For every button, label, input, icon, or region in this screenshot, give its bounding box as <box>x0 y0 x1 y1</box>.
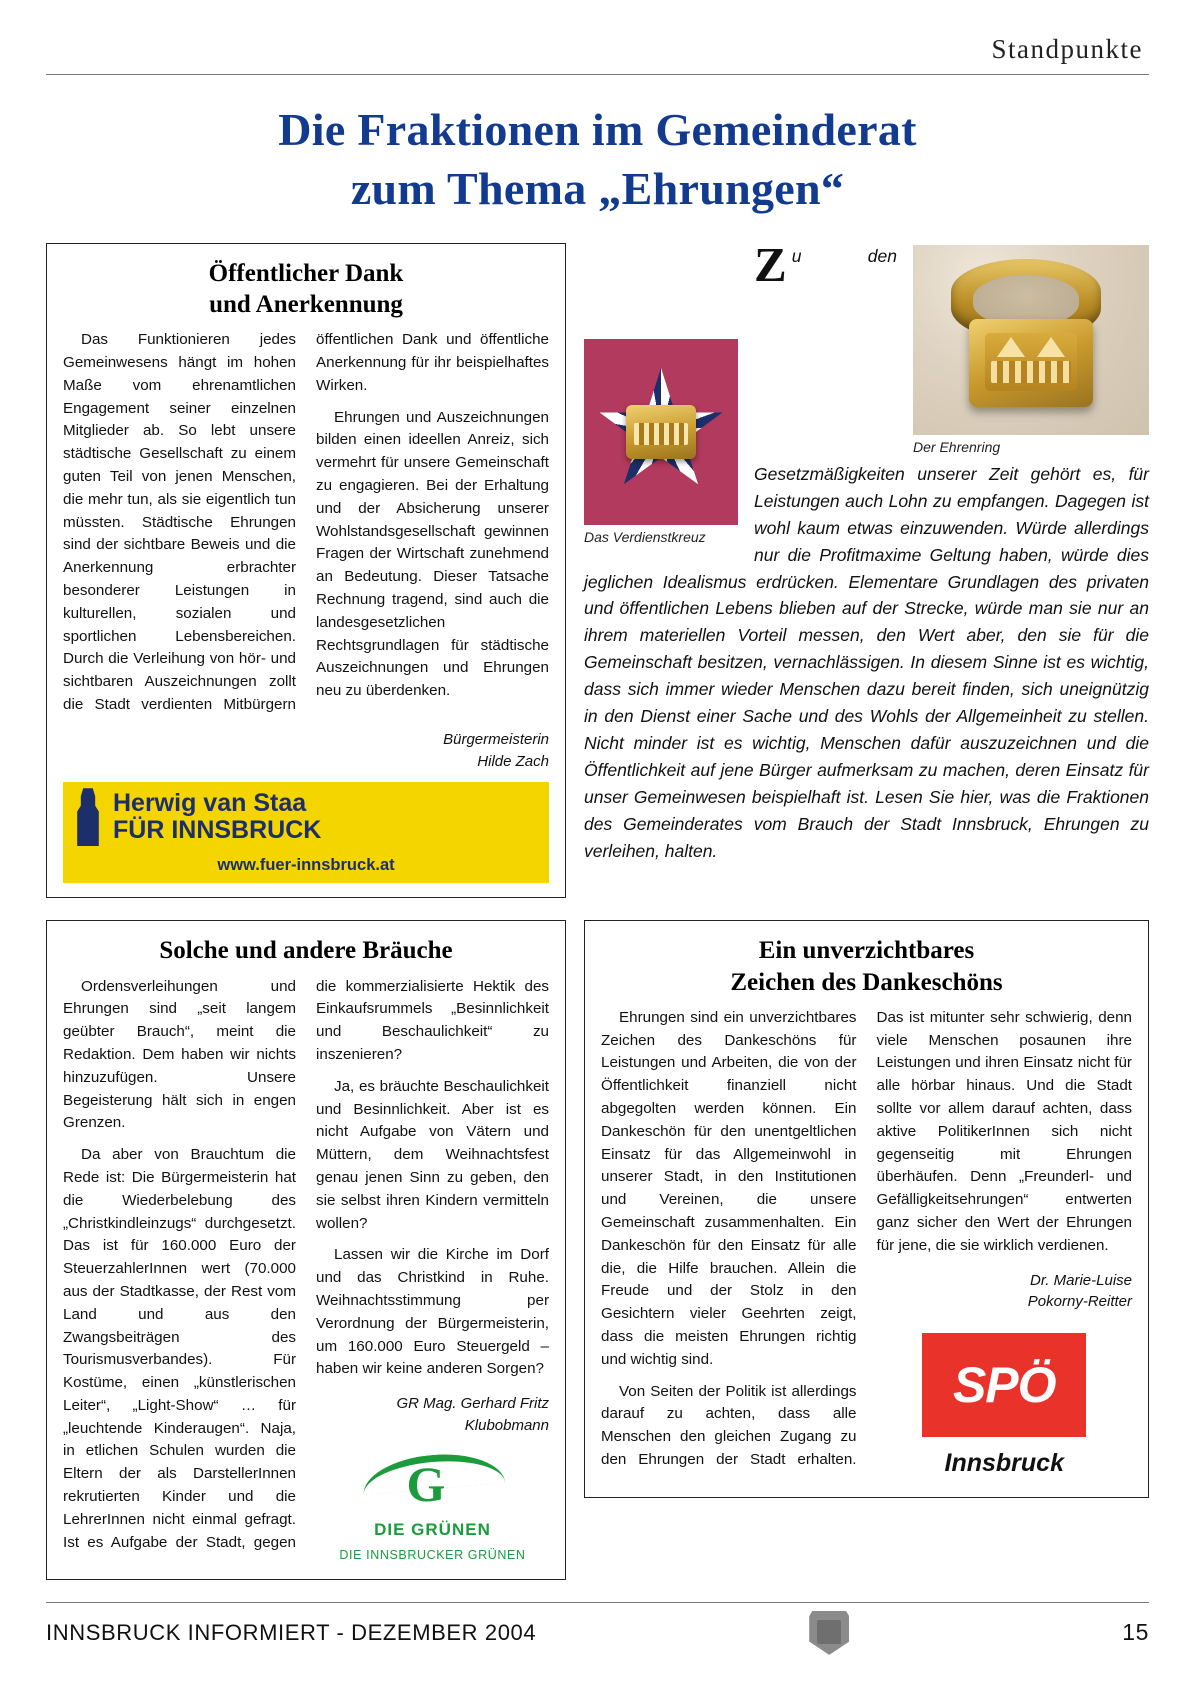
city-seal-icon <box>809 1611 849 1655</box>
title-line-1: Die Fraktionen im Gemeinderat <box>278 104 917 155</box>
article-body <box>601 1007 1132 1483</box>
page-number: 15 <box>1122 1619 1149 1646</box>
figure-caption: Das Verdienstkreuz <box>584 528 706 545</box>
medal-shape <box>626 405 696 459</box>
intro-body: u den Gesetzmäßigkeiten unserer Zeit gehört es, für Leistungen auch Lohn zu empfangen. Dagegen ist wohl kaum etwas einzuwenden. Würde allerdings nur die Profitmaxime Geltung haben, würde dies jeglichen Idealismus erdrücken. Elementare Grundlagen des privaten und öffentlichen Lebens blieben auf der Strecke, würde man sie nur an ihrem materiellen Vorteil messen, den Wert aber, den sie für die Gemeinschaft besitzen, vernachlässigen. In diesem Sinne ist es wichtig, dass sich immer wieder Menschen dazu bereit finden, sich uneignützig in den Dienst einer Sache und des Wohls der Allgemeinheit zu stellen. Nicht minder ist es wichtig, Menschen dafür auszuzeichnen und die Öffentlichkeit auf jene Bürger aufmerksam zu machen, deren Einsatz für unser Gemeinwesen beispielhaft ist. Lesen Sie hier, was die Fraktionen des Gemeinderates vom Brauch der Stadt Innsbruck, Ehrungen zu verleihen, halten. <box>584 245 1149 861</box>
ad-fuer-innsbruck[interactable] <box>63 782 549 852</box>
signature-name: Hilde Zach <box>477 752 549 770</box>
ring-triangle-icon <box>1037 337 1065 357</box>
article-body <box>63 976 549 1565</box>
ehrenring-photo <box>913 245 1149 435</box>
logo-spoe[interactable] <box>877 1333 1133 1483</box>
green-swoosh-icon <box>358 1453 508 1515</box>
article-dankeschoen <box>584 920 1149 1497</box>
article-signature <box>877 1270 1133 1314</box>
ring-bars <box>991 361 1071 383</box>
article-signature <box>316 1393 549 1437</box>
paragraph: Ja, es bräuchte Beschaulichkeit und Besinnlichkeit. Aber ist es nicht Aufgabe von Vätern und Müttern, dem Weihnachtsfest genau jenen Sinn zu geben, den sie selbst ihren Kindern vermitteln wollen? <box>316 1077 549 1232</box>
content-row-top <box>46 236 1149 899</box>
paragraph: Ehrungen sind ein unverzichtbares Zeichen des Dankeschöns für Leistungen und Arbeiten, die von der Öffentlichkeit finanziell nicht abgegolten werden können. Ein Dankeschön für den unentgeltlichen Einsatz für das Allgemeinwohl in unserer Stadt, in den Institutionen und Vereinen, die unsere Gemeinschaft zusammenhalten. Ein Dankeschön für den Einsatz für alle die, die Hilfe brauchen. Allein die Freude und der Stolz in den Gesichtern vieler Geehrten zeigt, dass die meisten Ehrungen richtig und wichtig sind. <box>601 1008 857 1368</box>
logo-name: SPÖ <box>952 1356 1056 1413</box>
article-braeuche <box>46 920 566 1580</box>
paragraph: Das Funktionieren jedes Gemeinwesens hängt im hohen Maße vom ehrenamtlichen Engagement seiner einzelnen Mitglieder ab. So lebt unsere städtische Gesellschaft zu einem guten Teil von jenen Menschen, die mehr tun, als sie eigentlich tun müssten. Städtische Ehrungen sind der sichtbare Beweis und die Anerkennung erbrachter besonderer Leistungen in kulturellen, sozialen und sportlichen Lebensbereichen. Durch die Verleihung von hör- und sichtbaren Auszeichnungen zollt die Stadt verdienten Mitbürgern öffentlichen Dank und öffentliche Anerkennung für ihr beispielhaftes Wirken. <box>63 331 549 713</box>
intro-column <box>584 236 1149 865</box>
logo-subtitle: DIE INNSBRUCKER GRÜNEN <box>339 1548 526 1563</box>
article-title-line-2: und Anerkennung <box>209 291 403 318</box>
paragraph: Da aber von Brauchtum die Rede ist: Die Bürgermeisterin hat die Wiederbelebung des „Christkindleinzugs“ durchgesetzt. Das ist für 160.000 Euro der SteuerzahlerInnen wert (70.000 aus der Stadtkasse, der Rest vom Land und aus den Zwangsbeiträgen des Tourismusverbandes). Für Kostüme, einen „künstlerischen Leiter“, „Light-Show“ … für „leuchtende Kinderaugen“. Naja, in etlichen Schulen wurden die Eltern der als DarstellerInnen rekrutierten Kinder und die LehrerInnen nicht einmal gefragt. Ist es Aufgabe der Stadt, gegen die kommerzialisierte Hektik des Einkaufsrummels „Besinnlichkeit und Beschaulichkeit“ zu inszenieren? <box>63 977 549 1551</box>
page-footer <box>46 1611 1149 1655</box>
article-title <box>601 935 1132 998</box>
figure-caption: Der Ehrenring <box>913 438 1001 455</box>
article-title-line-1: Ein unverzichtbares <box>758 937 975 965</box>
article-title <box>63 258 549 321</box>
signature-role: Klubobmann <box>464 1416 549 1434</box>
article-public-thanks <box>46 243 566 899</box>
article-signature <box>63 729 549 773</box>
page-title <box>46 101 1149 219</box>
spoe-logo-box <box>922 1333 1086 1437</box>
figure-ehrenring <box>913 245 1149 455</box>
title-line-2: zum Thema „Ehrungen“ <box>350 162 845 214</box>
paragraph: Ordensverleihungen und Ehrungen sind „seit langem geübter Brauch“, meint die Redaktion. Dem haben wir nichts hinzuzufügen. Unsere Begeisterung hält sich in engen Grenzen. <box>63 977 296 1132</box>
ring-triangle-icon <box>997 337 1025 357</box>
signature-role: Bürgermeisterin <box>443 730 549 748</box>
article-title-line-2: Zeichen des Dankeschöns <box>730 968 1003 996</box>
running-head <box>46 34 1149 65</box>
ad-url[interactable]: www.fuer-innsbruck.at <box>63 852 549 883</box>
article-body <box>63 329 549 717</box>
ad-line-2: FÜR INNSBRUCK <box>113 816 322 845</box>
figure-verdienstkreuz <box>584 339 738 545</box>
ad-line-1: Herwig van Staa <box>113 789 307 818</box>
paragraph: Von Seiten der Politik ist allerdings darauf zu achten, dass alle Menschen den gleichen Zugang zu den Ehrungen der Stadt erhalten. Das ist mitunter sehr schwierig, denn viele Menschen posaunen ihre Leistungen und ihren Einsatz nicht für alle hörbar hinaus. Und die Stadt sollte vor allem darauf achten, dass aktive PolitikerInnen sich nicht gegenseitig mit Ehrungen überhäufen. Denn „Freunderl- und Gefälligkeitsehrungen“ entwerten ganz sicher den Wert der Ehrungen für jene, die sie wirklich verdienen. <box>601 1008 1132 1468</box>
drop-cap: Z <box>754 236 787 292</box>
logo-name: DIE GRÜNEN <box>374 1519 491 1539</box>
logo-die-gruenen[interactable] <box>316 1453 549 1565</box>
section-name: Standpunkte <box>991 34 1143 64</box>
paragraph: Lassen wir die Kirche im Dorf und das Christkind in Ruhe. Weihnachtsstimmung per Verordnung der Bürgermeisterin, um 160.000 Euro Steuergeld – haben wir keine anderen Sorgen? <box>316 1246 549 1378</box>
logo-letter: G <box>406 1455 446 1512</box>
signature-name-2: Pokorny-Reitter <box>1027 1293 1132 1311</box>
article-title-line-1: Öffentlicher Dank <box>208 259 404 287</box>
verdienstkreuz-photo <box>584 339 738 525</box>
paragraph: Ehrungen und Auszeichnungen bilden einen ideellen Anreiz, sich vermehrt für unsere Gemeinschaft zu engagieren. Bei der Erhaltung und der Absicherung unserer Wohlstandsgesellschaft gewinnen Fragen der Wirtschaft zunehmend an Bedeutung. Dieser Tatsache Rechnung tragend, sind auch die landesgesetzlichen Rechtsgrundlagen für städtische Auszeichnungen und Ehrungen neu zu überdenken. <box>316 408 549 700</box>
article-title: Solche und andere Bräuche <box>159 937 453 965</box>
footer-divider <box>46 1602 1149 1603</box>
footer-publication: INNSBRUCK INFORMIERT - DEZEMBER 2004 <box>46 1619 537 1645</box>
logo-city: Innsbruck <box>944 1449 1064 1478</box>
header-divider <box>46 74 1149 75</box>
tower-icon <box>73 788 103 846</box>
content-row-bottom <box>46 920 1149 1580</box>
signature-name-1: Dr. Marie-Luise <box>1030 1271 1132 1289</box>
signature-name: GR Mag. Gerhard Fritz <box>396 1395 549 1413</box>
